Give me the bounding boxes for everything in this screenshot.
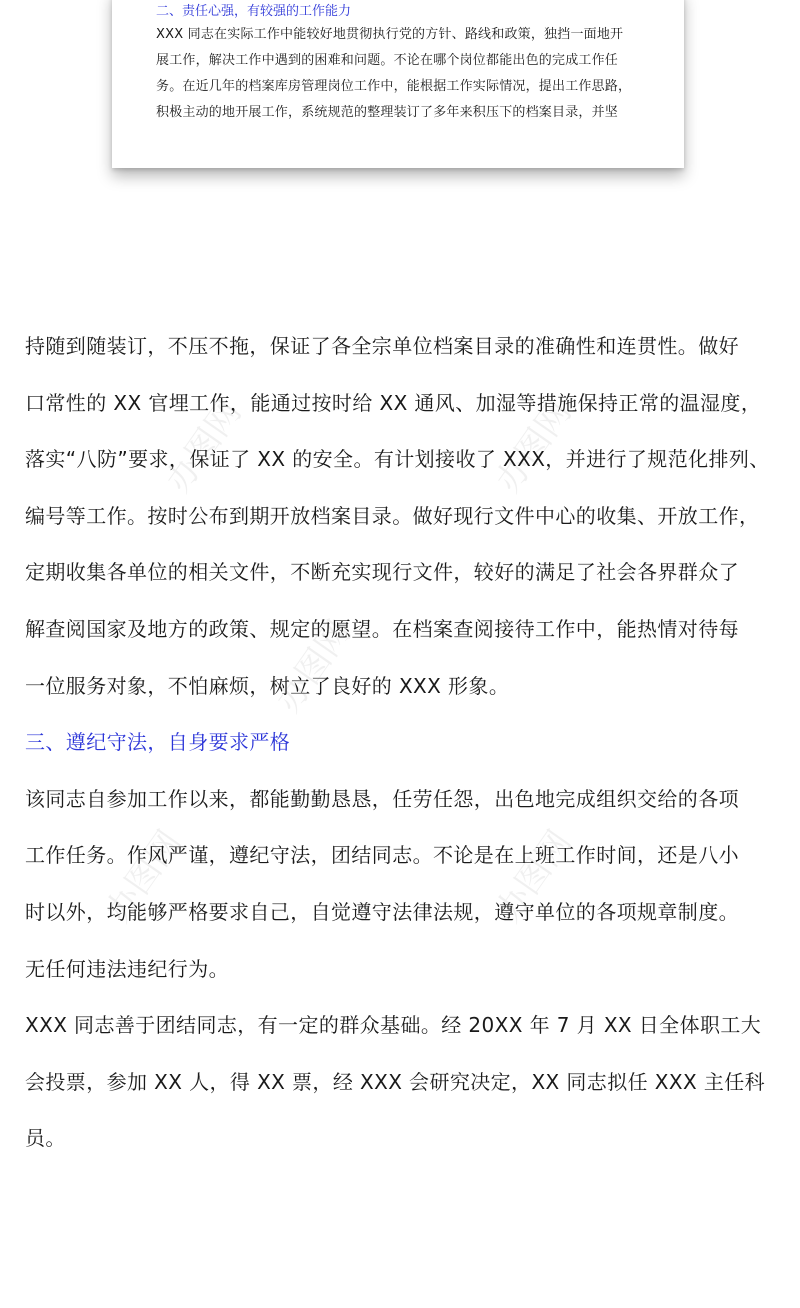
- paragraph-continuation: [25, 318, 781, 714]
- preview-line: 展工作，解决工作中遇到的困难和问题。不论在哪个岗位都能出色的完成工作任: [156, 53, 619, 68]
- paragraph-discipline: [25, 771, 781, 997]
- text-line: 编号等工作。按时公布到期开放档案目录。做好现行文件中心的收集、开放工作，: [25, 503, 760, 528]
- text-line: 时以外，均能够严格要求自己，自觉遵守法律法规，遵守单位的各项规章制度。: [25, 899, 739, 924]
- text-line: 工作任务。作风严谨，遵纪守法，团结同志。不论是在上班工作时间，还是八小: [25, 843, 739, 868]
- paragraph-vote: [25, 997, 781, 1167]
- preview-line: 积极主动的地开展工作，系统规范的整理装订了多年来积压下的档案目录，并坚: [156, 105, 619, 120]
- text-line: 员。: [25, 1126, 66, 1151]
- watermark: 办图网: [488, 823, 580, 930]
- watermark: 办图网: [158, 393, 250, 500]
- preview-paragraph: [156, 22, 660, 126]
- watermark: 办图网: [268, 613, 360, 720]
- text-line: 定期收集各单位的相关文件，不断充实现行文件，较好的满足了社会各界群众了: [25, 560, 739, 585]
- section-heading-2: 二、责任心强，有较强的工作能力: [156, 4, 352, 19]
- text-line: 口常性的 XX 官埋工作，能通过按时给 XX 通风、加湿等措施保持正常的温湿度，: [25, 390, 762, 415]
- text-line: 该同志自参加工作以来，都能勤勤恳恳，任劳任怨，出色地完成组织交给的各项: [25, 786, 739, 811]
- text-line: 会投票，参加 XX 人，得 XX 票，经 XXX 会研究决定，XX 同志拟任 XXX 主任科: [25, 1069, 766, 1094]
- document-preview-card: [112, 0, 684, 168]
- section-heading-3: 三、遵纪守法，自身要求严格: [25, 730, 291, 755]
- text-line: 持随到随装订，不压不拖，保证了各全宗单位档案目录的准确性和连贯性。做好: [25, 334, 739, 358]
- document-body: [25, 318, 781, 1167]
- preview-line: XXX 同志在实际工作中能较好地贯彻执行党的方针、路线和政策，独挡一面地开: [156, 27, 624, 42]
- text-line: 落实“八防”要求，保证了 XX 的安全。有计划接收了 XXX，并进行了规范化排列、: [25, 447, 770, 472]
- text-line: 解查阅国家及地方的政策、规定的愿望。在档案查阅接待工作中，能热情对待每: [25, 616, 739, 641]
- watermark: 办图网: [98, 823, 190, 930]
- text-line: XXX 同志善于团结同志，有一定的群众基础。经 20XX 年 7 月 XX 日全体职工大: [25, 1013, 762, 1038]
- watermark: 办图网: [488, 393, 580, 500]
- text-line: 一位服务对象，不怕麻烦，树立了良好的 XXX 形象。: [25, 673, 510, 698]
- preview-line: 务。在近几年的档案库房管理岗位工作中，能根据工作实际情况，提出工作思路，: [156, 79, 632, 94]
- text-line: 无任何违法违纪行为。: [25, 956, 229, 981]
